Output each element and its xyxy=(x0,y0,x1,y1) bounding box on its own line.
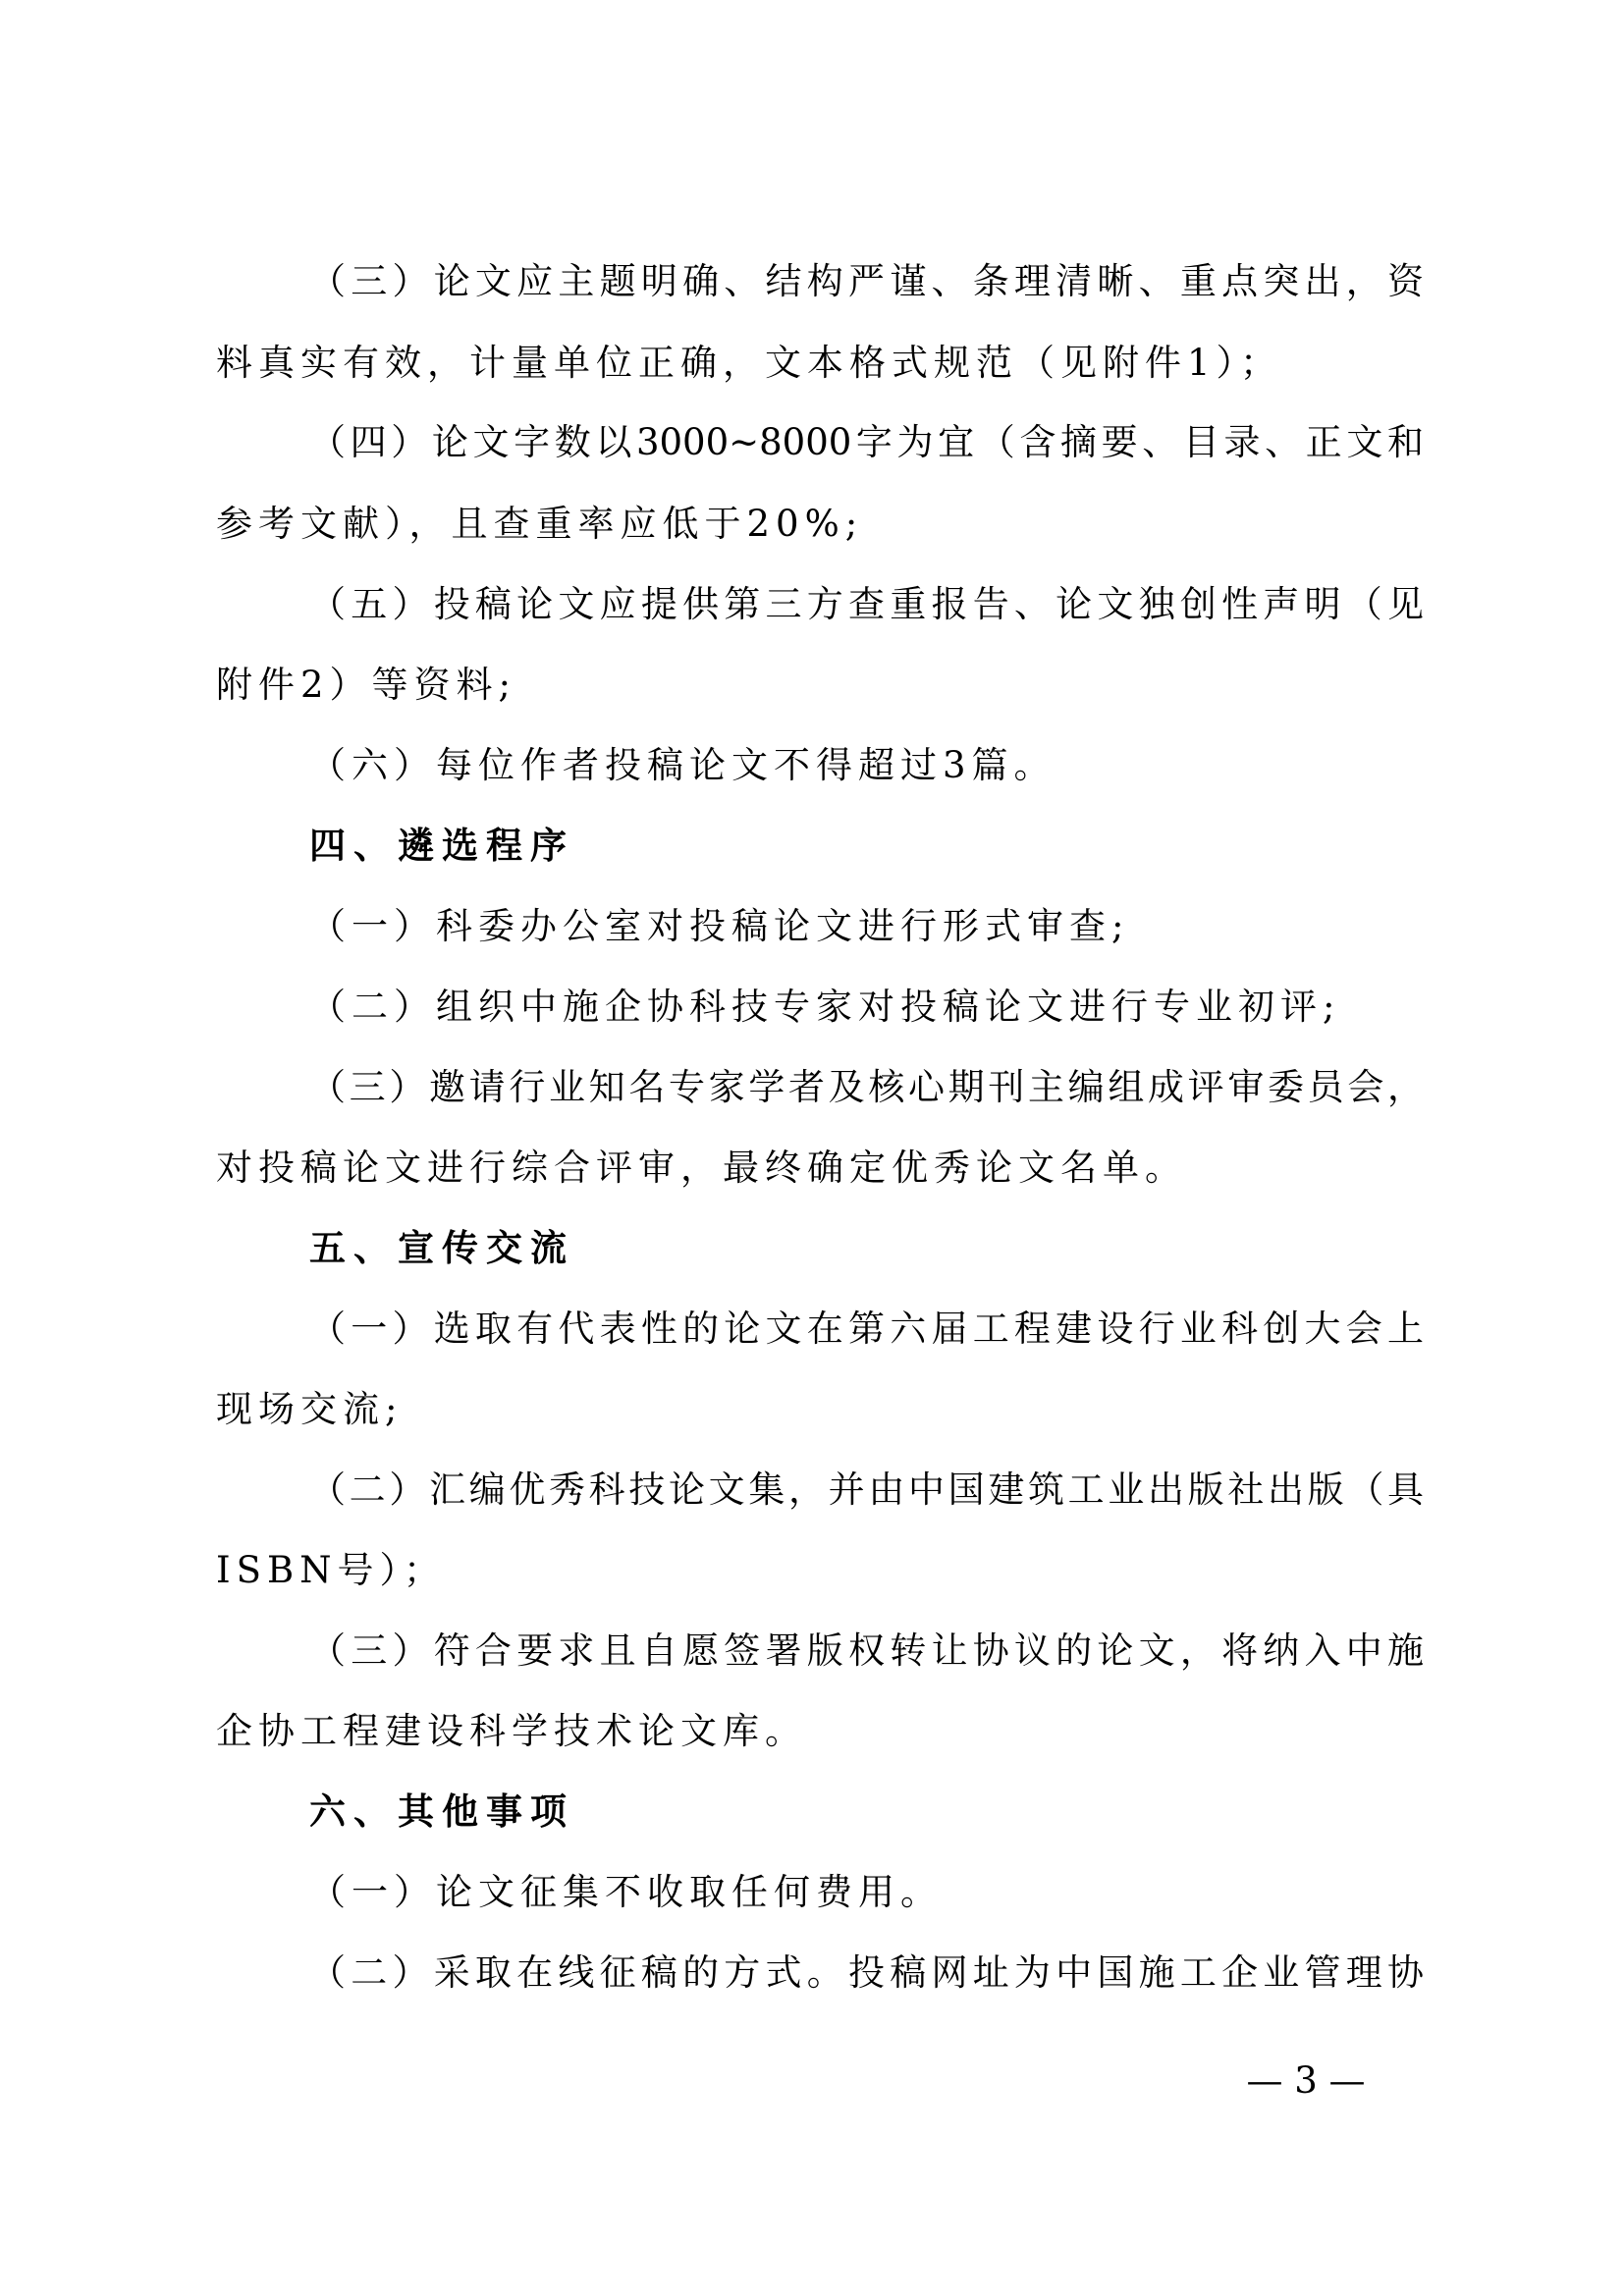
paragraph-line: 对投稿论文进行综合评审，最终确定优秀论文名单。 xyxy=(216,1147,1187,1189)
paragraph-line: （一）论文征集不收取任何费用。 xyxy=(309,1871,943,1913)
page-number: — 3 — xyxy=(1246,2059,1366,2102)
paragraph-line: 参考文献），且查重率应低于20%; xyxy=(216,503,864,545)
paragraph-line: 附件2）等资料; xyxy=(216,664,517,706)
paragraph-line: 企协工程建设科学技术论文库。 xyxy=(216,1710,807,1752)
paragraph-line: ISBN号）； xyxy=(216,1549,447,1591)
paragraph-line: （三）邀请行业知名专家学者及核心期刊主编组成评审委员会， xyxy=(309,1066,1424,1108)
section-heading: 五、宣传交流 xyxy=(309,1227,574,1269)
paragraph-line: （六）每位作者投稿论文不得超过3篇。 xyxy=(309,744,1056,786)
paragraph-line: （二）汇编优秀科技论文集，并由中国建筑工业出版社出版（具 xyxy=(309,1468,1424,1511)
section-heading: 六、其他事项 xyxy=(309,1790,574,1833)
paragraph-line: （四）论文字数以3000~8000字为宜（含摘要、目录、正文和 xyxy=(309,421,1424,463)
paragraph-line: （一）选取有代表性的论文在第六届工程建设行业科创大会上 xyxy=(309,1308,1424,1350)
paragraph-line: （二）组织中施企协科技专家对投稿论文进行专业初评; xyxy=(309,986,1341,1028)
paragraph-line: （三）符合要求且自愿签署版权转让协议的论文，将纳入中施 xyxy=(309,1629,1424,1672)
section-heading: 四、遴选程序 xyxy=(309,825,574,867)
paragraph-line: 现场交流; xyxy=(216,1388,404,1430)
paragraph-line: （五）投稿论文应提供第三方查重报告、论文独创性声明（见 xyxy=(309,583,1424,625)
paragraph-line: （二）采取在线征稿的方式。投稿网址为中国施工企业管理协 xyxy=(309,1951,1424,1994)
paragraph-line: （三）论文应主题明确、结构严谨、条理清晰、重点突出，资 xyxy=(309,260,1424,302)
paragraph-line: （一）科委办公室对投稿论文进行形式审查; xyxy=(309,905,1130,947)
paragraph-line: 料真实有效，计量单位正确，文本格式规范（见附件1）； xyxy=(216,342,1283,384)
